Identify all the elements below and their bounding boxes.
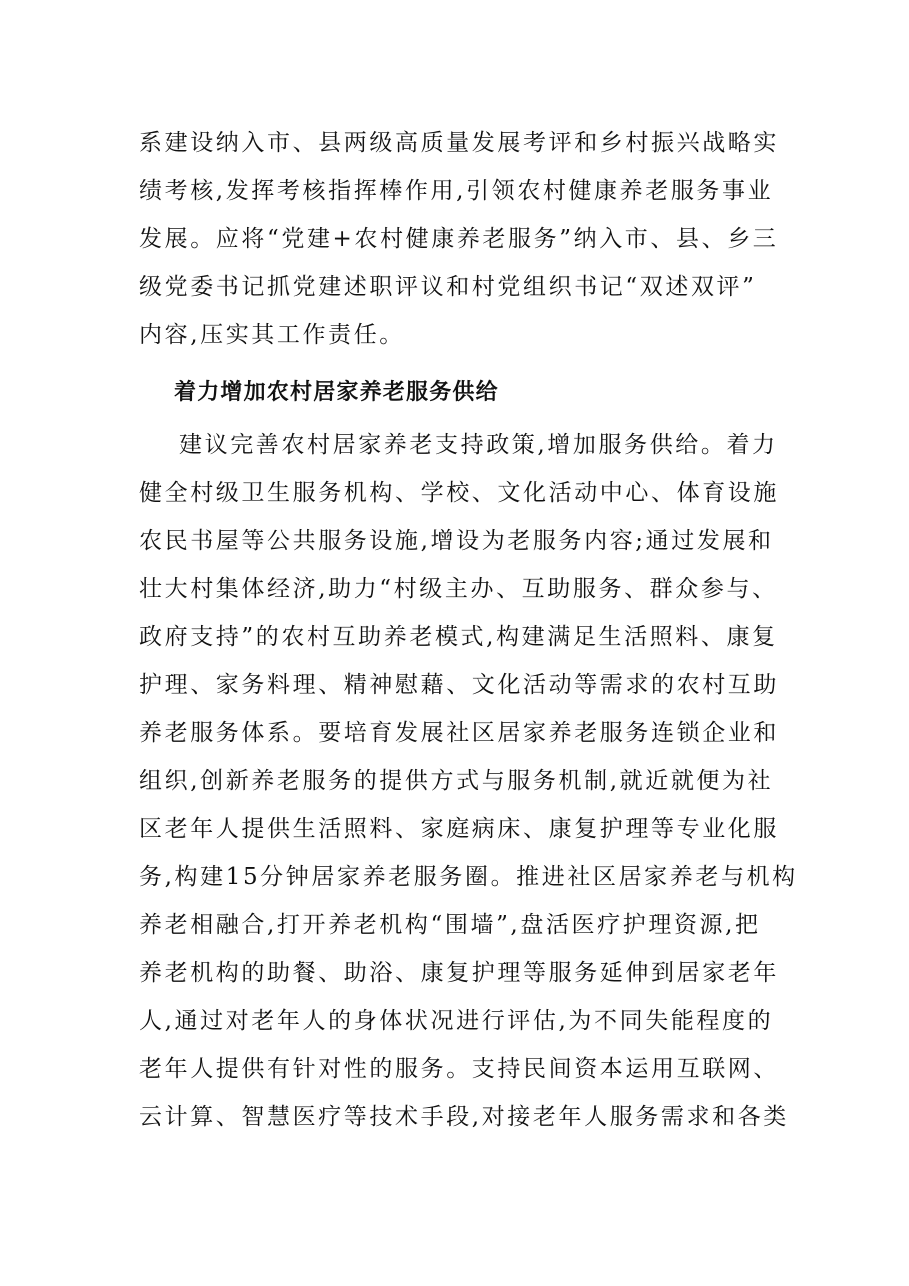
text-line: 农民书屋等公共服务设施,增设为老服务内容;通过发展和: [139, 528, 774, 554]
text-line: 老年人提供有针对性的服务。支持民间资本运用互联网、: [139, 1056, 779, 1082]
section-heading: 着力增加农村居家养老服务供给: [174, 380, 499, 405]
paragraph-continued: [139, 119, 779, 359]
text-line: 务,构建15分钟居家养老服务圈。推进社区居家养老与机构: [139, 864, 798, 890]
document-body: [139, 116, 798, 1141]
text-line: 内容,压实其工作责任。: [139, 322, 405, 348]
text-line: 政府支持”的农村互助养老模式,构建满足生活照料、康复: [139, 624, 778, 650]
text-line: 养老相融合,打开养老机构“围墙”,盘活医疗护理资源,把: [139, 912, 761, 938]
text-line: 人,通过对老年人的身体状况进行评估,为不同失能程度的: [139, 1008, 774, 1034]
text-line: 区老年人提供生活照料、家庭病床、康复护理等专业化服: [139, 816, 779, 842]
text-line: 云计算、智慧医疗等技术手段,对接老年人服务需求和各类: [139, 1104, 789, 1130]
text-line: 发展。应将“党建+农村健康养老服务”纳入市、县、乡三: [139, 226, 779, 252]
paragraph-body: [139, 421, 798, 1141]
text-line: 养老机构的助餐、助浴、康复护理等服务延伸到居家老年: [139, 960, 779, 986]
text-line: 健全村级卫生服务机构、学校、文化活动中心、体育设施: [139, 480, 779, 506]
text-line: 养老服务体系。要培育发展社区居家养老服务连锁企业和: [139, 720, 779, 746]
text-line: 护理、家务料理、精神慰藉、文化活动等需求的农村互助: [139, 672, 779, 698]
text-line: 组织,创新养老服务的提供方式与服务机制,就近就便为社: [139, 768, 774, 794]
text-line: 壮大村集体经济,助力“村级主办、互助服务、群众参与、: [139, 576, 778, 602]
text-line: 建议完善农村居家养老支持政策,增加服务供给。着力: [179, 432, 778, 458]
text-line: 绩考核,发挥考核指挥棒作用,引领农村健康养老服务事业: [139, 178, 774, 204]
text-line: 系建设纳入市、县两级高质量发展考评和乡村振兴战略实: [139, 130, 779, 156]
text-line: 级党委书记抓党建述职评议和村党组织书记“双述双评”: [139, 274, 757, 300]
